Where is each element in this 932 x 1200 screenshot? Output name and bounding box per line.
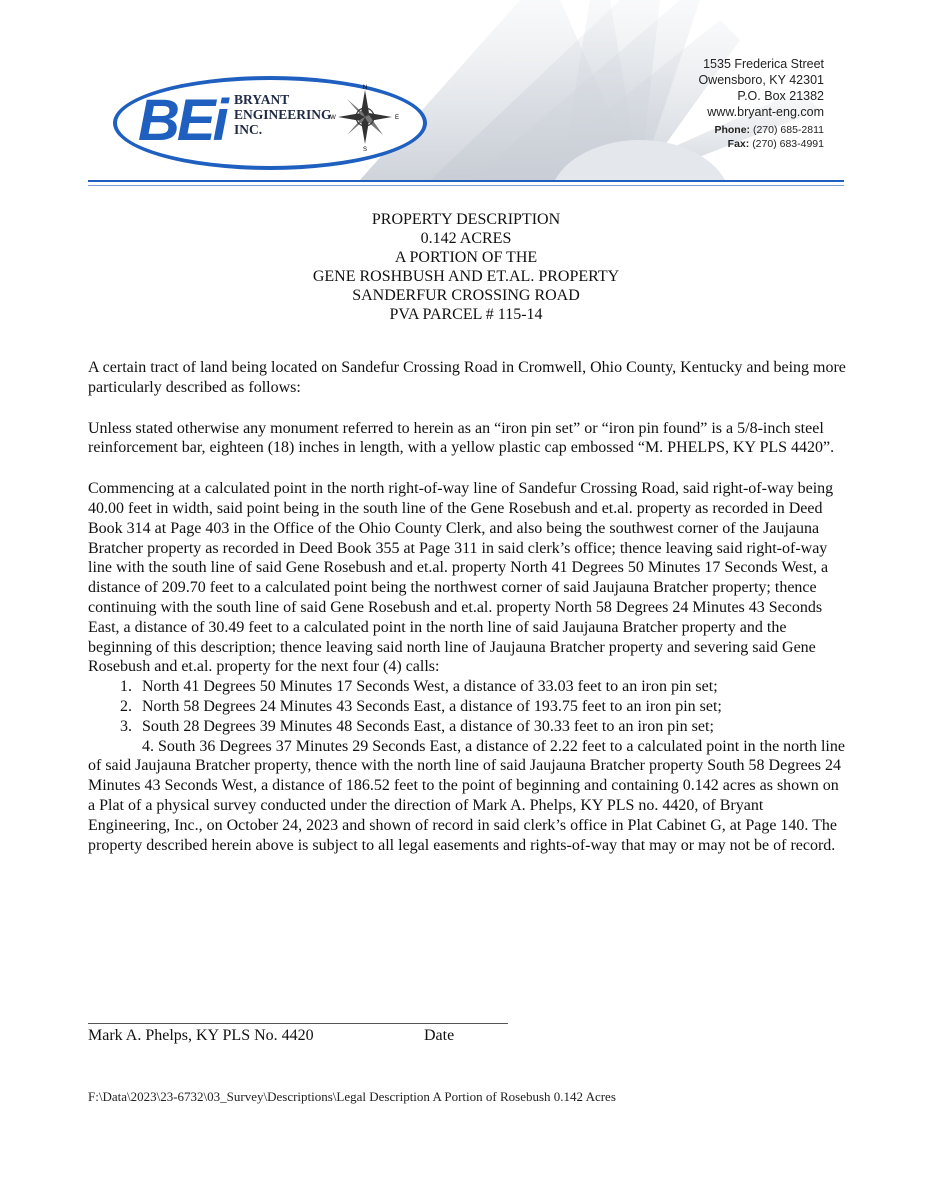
phone-label: Phone:: [714, 124, 751, 136]
website-link[interactable]: www.bryant-eng.com: [707, 105, 824, 119]
company-name-line: INC.: [234, 122, 263, 137]
phone-number: (270) 685-2811: [752, 124, 824, 136]
phone-line: [698, 123, 824, 137]
call-text: North 58 Degrees 24 Minutes 43 Seconds East, a distance of 193.75 feet to an iron pin set;: [142, 697, 722, 715]
call-number: 4.: [142, 737, 154, 755]
call-item: [88, 697, 848, 717]
signature-line: [88, 1023, 508, 1024]
call-number: 1.: [120, 678, 132, 696]
address-line: Owensboro, KY 42301: [698, 73, 824, 87]
compass-s-label: S: [362, 147, 368, 152]
fax-number: (270) 683-4991: [752, 138, 824, 150]
signer-name: Mark A. Phelps, KY PLS No. 4420: [88, 1027, 314, 1044]
fax-label: Fax:: [727, 138, 750, 150]
monument-paragraph: Unless stated otherwise any monument referred to herein as an “iron pin set” or “iron pin found” is a 5/8-inch steel reinforcement bar, eighteen (18) inches in length, with a yellow plastic cap embossed “M. PHELPS, KY PLS 4420”.: [88, 419, 835, 457]
commencing-paragraph: Commencing at a calculated point in the north right-of-way line of Sandefur Crossing Road, said right-of-way being 40.00 feet in width, said point being in the south line of the Gene Rosebush and et.al. property as recorded in Deed Book 314 at Page 403 in the Office of the Ohio County Clerk, and also being the southwest corner of the Jaujauna Bratcher property as recorded in Deed Book 355 at Page 311 in said clerk’s office; thence leaving said right-of-way line with the south line of said Gene Rosebush and et.al. property North 41 Degrees 50 Minutes 17 Seconds West, a distance of 209.70 feet to a calculated point being the northwest corner of said Jaujauna Bratcher property; thence continuing with the south line of said Gene Rosebush and et.al. property North 58 Degrees 24 Minutes 43 Seconds East, a distance of 30.49 feet to a calculated point in the north line of said Jaujauna Bratcher property and the beginning of this description; thence leaving said north line of Jaujauna Bratcher property and severing said Gene Rosebush and et.al. property for the next four (4) calls:: [88, 480, 834, 676]
compass-rose-icon: [330, 82, 400, 152]
heading-line: PROPERTY DESCRIPTION: [371, 211, 561, 228]
call-number: 2.: [120, 697, 132, 715]
description-body: [88, 358, 848, 855]
document-heading: [0, 210, 932, 324]
call-item-final: [88, 737, 848, 856]
company-logo-mark: BEi: [138, 88, 226, 153]
heading-line: SANDERFUR CROSSING ROAD: [352, 287, 580, 304]
heading-line: GENE ROSHBUSH AND ET.AL. PROPERTY: [312, 268, 620, 285]
heading-line: PVA PARCEL # 115-14: [389, 306, 543, 323]
heading-line: A PORTION OF THE: [394, 249, 538, 266]
contact-block: [698, 56, 824, 151]
call-text: North 41 Degrees 50 Minutes 17 Seconds West, a distance of 33.03 feet to an iron pin set;: [142, 678, 718, 696]
header-divider: [88, 180, 844, 182]
call-text: South 36 Degrees 37 Minutes 29 Seconds East, a distance of 2.22 feet to a calculated point in the north line of said Jaujauna Bratcher property, thence with the north line of said Jaujauna Bratcher property South 58 Degrees 24 Minutes 43 Seconds West, a distance of 186.52 feet to the point of beginning and containing 0.142 acres as shown on a Plat of a physical survey conducted under the direction of Mark A. Phelps, KY PLS no. 4420, of Bryant Engineering, Inc., on October 24, 2023 and shown of record in said clerk’s office in Plat Cabinet G, at Page 140. The property described herein above is subject to all legal easements and rights-of-way that may or may not be of record.: [88, 737, 845, 854]
company-name-line: ENGINEERING: [234, 107, 332, 122]
header-divider-thin: [88, 185, 844, 186]
call-number: 3.: [120, 717, 132, 735]
company-name-line: BRYANT: [234, 92, 290, 107]
company-name: [234, 92, 332, 137]
heading-line: 0.142 ACRES: [420, 230, 512, 247]
file-path-footer: F:\Data\2023\23-6732\03_Survey\Descriptions\Legal Description A Portion of Rosebush 0.142 Acres: [88, 1089, 616, 1104]
call-item: [88, 677, 848, 697]
date-label: Date: [424, 1027, 455, 1044]
address-line: 1535 Frederica Street: [703, 57, 824, 71]
fax-line: [698, 137, 824, 151]
compass-w-label: W: [330, 115, 336, 121]
intro-paragraph: A certain tract of land being located on Sandefur Crossing Road in Cromwell, Ohio County, Kentucky and being more particularly described as follows:: [88, 359, 846, 396]
compass-e-label: E: [394, 115, 400, 121]
calls-list: [88, 677, 848, 736]
po-box: P.O. Box 21382: [737, 89, 824, 103]
call-text: South 28 Degrees 39 Minutes 48 Seconds East, a distance of 30.33 feet to an iron pin set;: [142, 717, 714, 735]
compass-n-label: N: [362, 85, 368, 91]
letterhead: [0, 0, 932, 200]
call-item: [88, 717, 848, 737]
